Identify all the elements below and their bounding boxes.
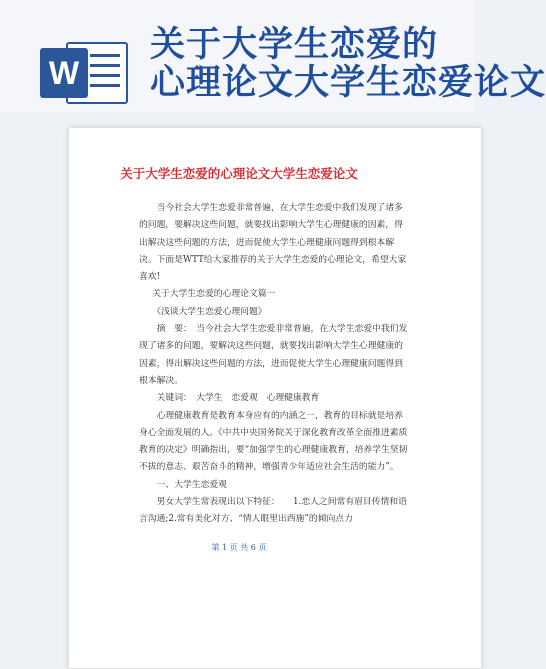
section-heading: 关于大学生恋爱的心理论文篇一	[152, 289, 276, 300]
article-title: 《浅谈大学生恋爱心理问题》	[152, 306, 267, 317]
body-paragraph-2: 男女大学生常表现出以下特征： 1.恋人之间常有眉目传情和语言沟通;2.常有美化对方、“情人眼里出西施”的倾向点力	[139, 497, 407, 525]
page-indicator: 第 1 页 共 6 页	[211, 543, 267, 552]
abstract-paragraph: 摘 要： 当今社会大学生恋爱非常普遍，在大学生恋爱中我们发现了诸多的问题，要解决这些问题，就要找出影响大学生心理健康的因素，得出解决这些问题的方法，进而促使大学生心理健康问题得到根本解决。	[139, 324, 408, 386]
subsection-heading: 一、大学生恋爱观	[156, 479, 227, 490]
document-title: 关于大学生恋爱的心理论文大学生恋爱论文	[120, 166, 358, 181]
banner	[0, 0, 546, 112]
banner-title	[150, 25, 546, 103]
document-page	[69, 128, 481, 668]
word-document-icon	[40, 40, 128, 104]
body-paragraph: 心理健康教育是教育本身应有的内涵之一，教育的目标就是培养身心全面发展的人。《中共中央国务院关于深化教育改革全面推进素质教育的决定》明确指出，要“加强学生的心理健康教育，培养学生坚韧不拔的意志、艰苦奋斗的精神，增强青少年适应社会生活的能力”。	[139, 410, 408, 473]
banner-title-line-2: 心理论文大学生恋爱论文	[150, 63, 546, 103]
banner-title-line-1: 关于大学生恋爱的	[150, 25, 439, 65]
word-icon-letter: W	[40, 48, 88, 98]
document-body	[139, 200, 409, 529]
intro-paragraph: 当今社会大学生恋爱非常普遍，在大学生恋爱中我们发现了诸多的问题，要解决这些问题，就要找出影响大学生心理健康的因素，得出解决这些问题的方法，进而促使大学生心理健康问题得到根本解决。下面是WTT给大家推荐的关于大学生恋爱的心理论文，希望大家喜欢!	[139, 203, 407, 283]
keywords-line: 关键词： 大学生 恋爱观 心理健康教育	[156, 393, 320, 404]
